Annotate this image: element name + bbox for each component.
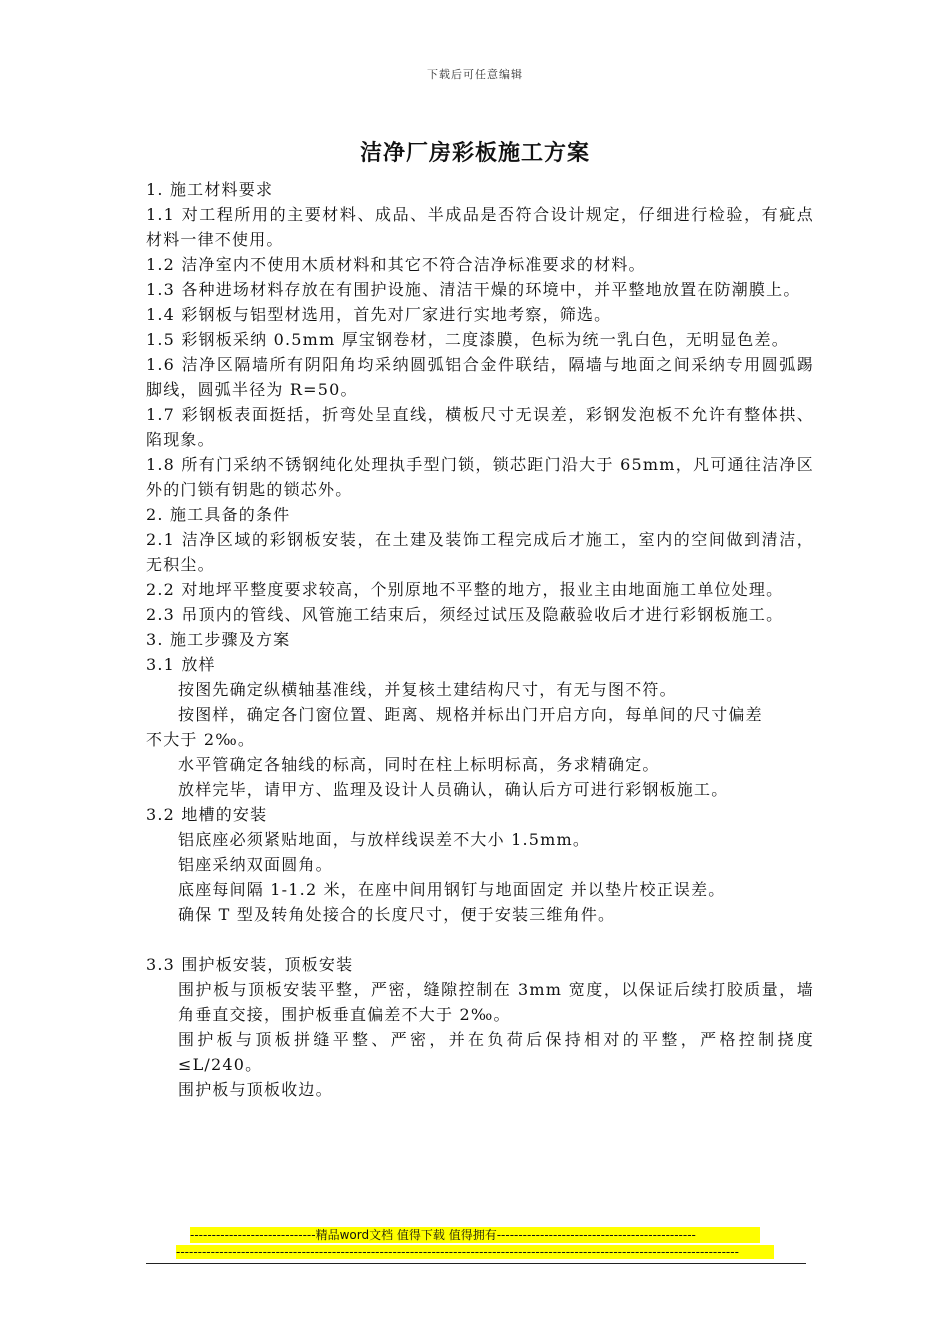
- paragraph: 铝座采纳双面圆角。: [178, 855, 333, 874]
- paragraph: 放样完毕，请甲方、监理及设计人员确认，确认后方可进行彩钢板施工。: [178, 780, 729, 799]
- paragraph: 1.7 彩钢板表面挺括，折弯处呈直线，横板尺寸无误差，彩钢发泡板不允许有整体拱、陷现象。: [146, 405, 814, 449]
- paragraph: 按图先确定纵横轴基准线，并复核土建结构尺寸，有无与图不符。: [178, 680, 677, 699]
- paragraph: 1.3 各种进场材料存放在有围护设施、清洁干燥的环境中，并平整地放置在防潮膜上。: [146, 280, 801, 299]
- paragraph: 铝底座必须紧贴地面，与放样线误差不大小 1.5mm。: [178, 830, 591, 849]
- page-header: 下载后可任意编辑: [427, 68, 523, 81]
- paragraph: 围护板与顶板收边。: [178, 1080, 333, 1099]
- footer-divider: [146, 1263, 806, 1264]
- section-heading: 1. 施工材料要求: [146, 180, 274, 199]
- paragraph: 1.6 洁净区隔墙所有阴阳角均采纳圆弧铝合金件联结，隔墙与地面之间采纳专用圆弧踢脚线，圆弧半径为 R=50。: [146, 355, 814, 399]
- paragraph: 水平管确定各轴线的标高，同时在柱上标明标高，务求精确定。: [178, 755, 660, 774]
- footer-dashes: ----------------------------------------------------------------------------------------------------------------------------------: [176, 1245, 774, 1259]
- paragraph: 围护板与顶板安装平整，严密，缝隙控制在 3mm 宽度，以保证后续打胶质量，墙 角垂直交接，围护板垂直偏差不大于 2‰。: [178, 980, 814, 1024]
- paragraph: 1.2 洁净室内不使用木质材料和其它不符合洁净标准要求的材料。: [146, 255, 646, 274]
- paragraph: 确保 T 型及转角处接合的长度尺寸，便于安装三维角件。: [178, 905, 616, 924]
- subsection-heading: 3.2 地槽的安装: [146, 805, 268, 824]
- document-title: 洁净厂房彩板施工方案: [359, 141, 590, 166]
- paragraph: 2.1 洁净区域的彩钢板安装，在土建及装饰工程完成后才施工，室内的空间做到清洁，无积尘。: [146, 530, 814, 574]
- paragraph: 不大于 2‰。: [146, 730, 256, 749]
- paragraph: 2.3 吊顶内的管线、风管施工结束后，须经过试压及隐蔽验收后才进行彩钢板施工。: [146, 605, 784, 624]
- paragraph: 1.1 对工程所用的主要材料、成品、半成品是否符合设计规定，仔细进行检验，有疵点材料一律不使用。: [146, 205, 814, 249]
- paragraph: 1.4 彩钢板与铝型材选用，首先对厂家进行实地考察，筛选。: [146, 305, 612, 324]
- section-heading: 2. 施工具备的条件: [146, 505, 291, 524]
- document-body: [146, 177, 814, 1102]
- blank-line: [146, 927, 814, 952]
- paragraph: 底座每间隔 1-1.2 米，在座中间用钢钉与地面固定 并以垫片校正误差。: [178, 880, 726, 899]
- paragraph: 1.5 彩钢板采纳 0.5mm 厚宝钢卷材，二度漆膜，色标为统一乳白色，无明显色差。: [146, 330, 789, 349]
- paragraph: 2.2 对地坪平整度要求较高，个别原地不平整的地方，报业主由地面施工单位处理。: [146, 580, 784, 599]
- paragraph: 按图样，确定各门窗位置、距离、规格并标出门开启方向，每单间的尺寸偏差: [178, 705, 763, 724]
- subsection-heading: 3.1 放样: [146, 655, 216, 674]
- section-heading: 3. 施工步骤及方案: [146, 630, 291, 649]
- footer-banner: -----------------------------精品word文档 值得下载 值得拥有----------------------------------------------: [190, 1227, 760, 1243]
- subsection-heading: 3.3 围护板安装，顶板安装: [146, 955, 354, 974]
- paragraph: 围护板与顶板拼缝平整、严密，并在负荷后保持相对的平整，严格控制挠度≤L/240。: [178, 1030, 814, 1074]
- paragraph: 1.8 所有门采纳不锈钢纯化处理执手型门锁，锁芯距门沿大于 65mm，凡可通往洁净区外的门锁有钥匙的锁芯外。: [146, 455, 814, 499]
